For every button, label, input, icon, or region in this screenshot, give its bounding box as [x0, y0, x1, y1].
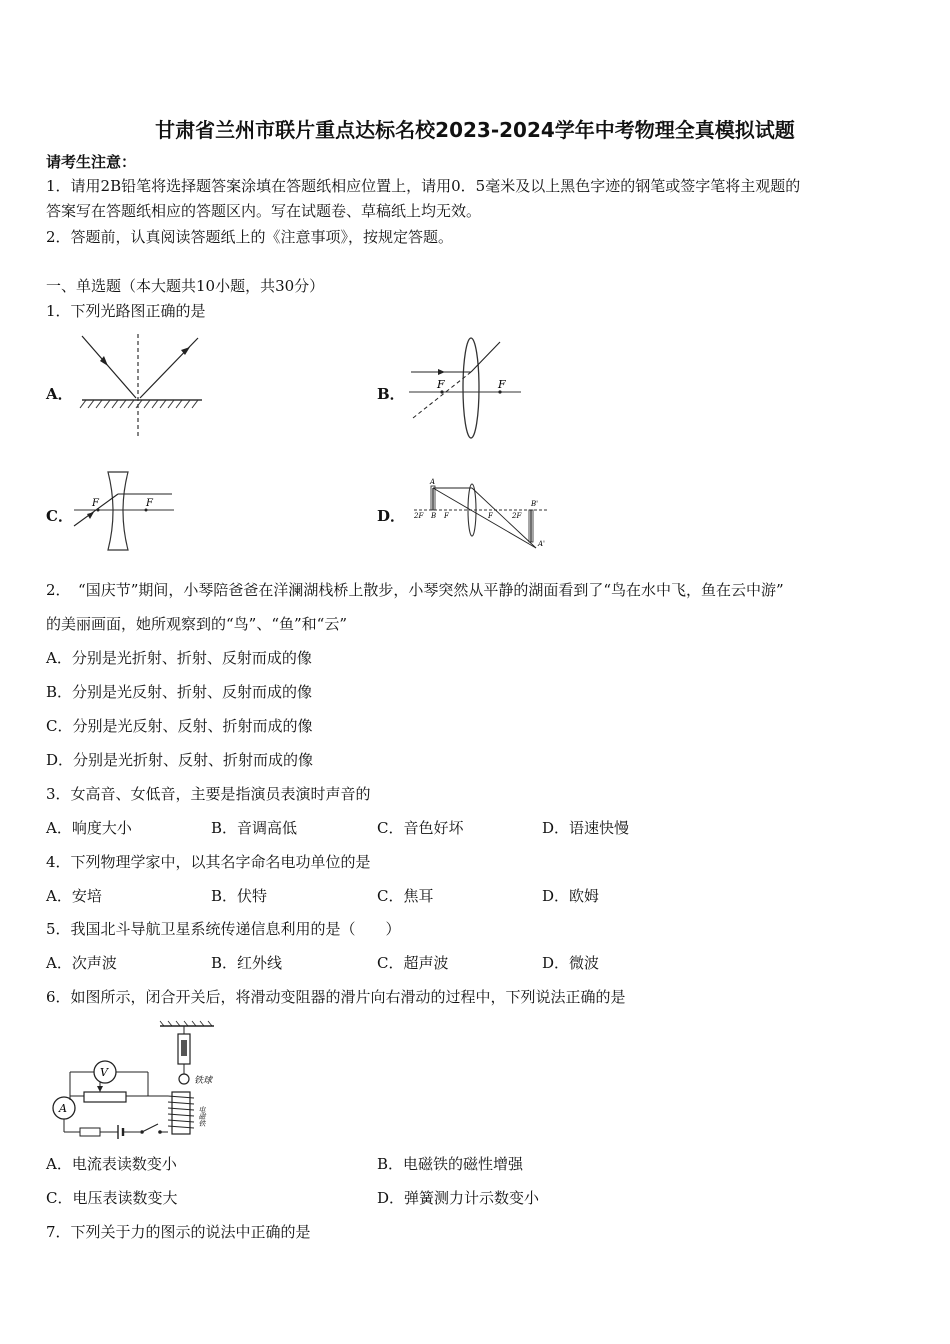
q5-option-b: B．红外线 — [211, 954, 283, 972]
q3-option-d: D．语速快慢 — [542, 819, 630, 837]
q1-figure-d-label: A — [430, 478, 436, 486]
q5-option-a: A．次声波 — [46, 954, 117, 972]
q4-option-a: A．安培 — [46, 887, 102, 905]
q6-figure-label: 铁球 — [194, 1076, 213, 1086]
notice-line-1b: 答案写在答题纸相应的答题区内。写在试题卷、草稿纸上均无效。 — [46, 202, 482, 220]
q3-stem: 3．女高音、女低音，主要是指演员表演时声音的 — [46, 785, 371, 803]
q6-stem: 6．如图所示，闭合开关后，将滑动变阻器的滑片向右滑动的过程中，下列说法正确的是 — [46, 988, 626, 1006]
q1-figure-c-label: F — [146, 498, 153, 509]
notice-line-1a: 1．请用2B铅笔将选择题答案涂填在答题纸相应位置上，请用0．5毫米及以上黑色字迹的钢笔或签字笔将主观题的 — [46, 177, 801, 195]
q1-label-d: D． — [377, 507, 406, 525]
q2-option-b: B．分别是光反射、折射、反射而成的像 — [46, 683, 313, 701]
page-title: 甘肃省兰州市联片重点达标名校2023-2024学年中考物理全真模拟试题 — [155, 118, 795, 142]
q6-option-b: B．电磁铁的磁性增强 — [377, 1155, 524, 1173]
q1-figure-d-label: B — [431, 512, 437, 520]
q4-option-b: B．伏特 — [211, 887, 268, 905]
q1-label-b: B． — [377, 385, 405, 403]
q1-figure-a-reflection — [78, 334, 208, 438]
q6-figure-label: V — [100, 1066, 108, 1079]
section-heading: 一、单选题（本大题共10小题，共30分） — [46, 277, 325, 295]
q1-figure-d-label: F — [488, 512, 493, 520]
q1-figure-d-lens-imaging — [412, 476, 550, 554]
q4-stem: 4．下列物理学家中，以其名字命名电功单位的是 — [46, 853, 371, 871]
q6-figure-label: A — [59, 1102, 67, 1115]
q6-option-d: D．弹簧测力计示数变小 — [377, 1189, 540, 1207]
q1-figure-d-label: F — [444, 512, 449, 520]
q3-option-a: A．响度大小 — [46, 819, 132, 837]
q2-stem-b: 的美丽画面，她所观察到的“鸟”、“鱼”和“云” — [46, 615, 348, 633]
q1-figure-b-label: F — [498, 378, 506, 391]
q3-option-b: B．音调高低 — [211, 819, 298, 837]
q1-figure-c-label: F — [92, 498, 99, 509]
q1-figure-d-label: A' — [538, 540, 545, 548]
q1-stem: 1．下列光路图正确的是 — [46, 302, 206, 320]
q6-option-c: C．电压表读数变大 — [46, 1189, 178, 1207]
q2-option-d: D．分别是光折射、反射、折射而成的像 — [46, 751, 314, 769]
q6-circuit-figure — [44, 1020, 234, 1138]
q2-stem-a: 2． “国庆节”期间，小琴陪爸爸在洋澜湖栈桥上散步，小琴突然从平静的湖面看到了“鸟在水中飞，鱼在云中游” — [46, 581, 784, 599]
q6-figure-label: 电磁铁 — [198, 1106, 206, 1127]
q4-option-d: D．欧姆 — [542, 887, 600, 905]
q1-label-c: C． — [46, 507, 73, 525]
q1-figure-b-label: F — [437, 378, 445, 391]
q1-figure-b-convex-lens — [405, 336, 525, 442]
q1-figure-d-label: B' — [531, 500, 539, 508]
q1-figure-d-label: 2F — [414, 512, 424, 520]
notice-line-2: 2．答题前，认真阅读答题纸上的《注意事项》，按规定答题。 — [46, 228, 454, 246]
q1-figure-d-label: 2F — [512, 512, 522, 520]
q3-option-c: C．音色好坏 — [377, 819, 464, 837]
q7-stem: 7．下列关于力的图示的说法中正确的是 — [46, 1223, 311, 1241]
q2-option-a: A．分别是光折射、折射、反射而成的像 — [46, 649, 312, 667]
q4-option-c: C．焦耳 — [377, 887, 434, 905]
q1-figure-c-concave-lens — [72, 470, 176, 554]
q5-stem: 5．我国北斗导航卫星系统传递信息利用的是（ ） — [46, 920, 401, 938]
q2-option-c: C．分别是光反射、反射、折射而成的像 — [46, 717, 313, 735]
q6-option-a: A．电流表读数变小 — [46, 1155, 177, 1173]
notice-heading: 请考生注意： — [46, 153, 137, 171]
q5-option-d: D．微波 — [542, 954, 600, 972]
q5-option-c: C．超声波 — [377, 954, 449, 972]
q1-label-a: A． — [46, 385, 73, 403]
